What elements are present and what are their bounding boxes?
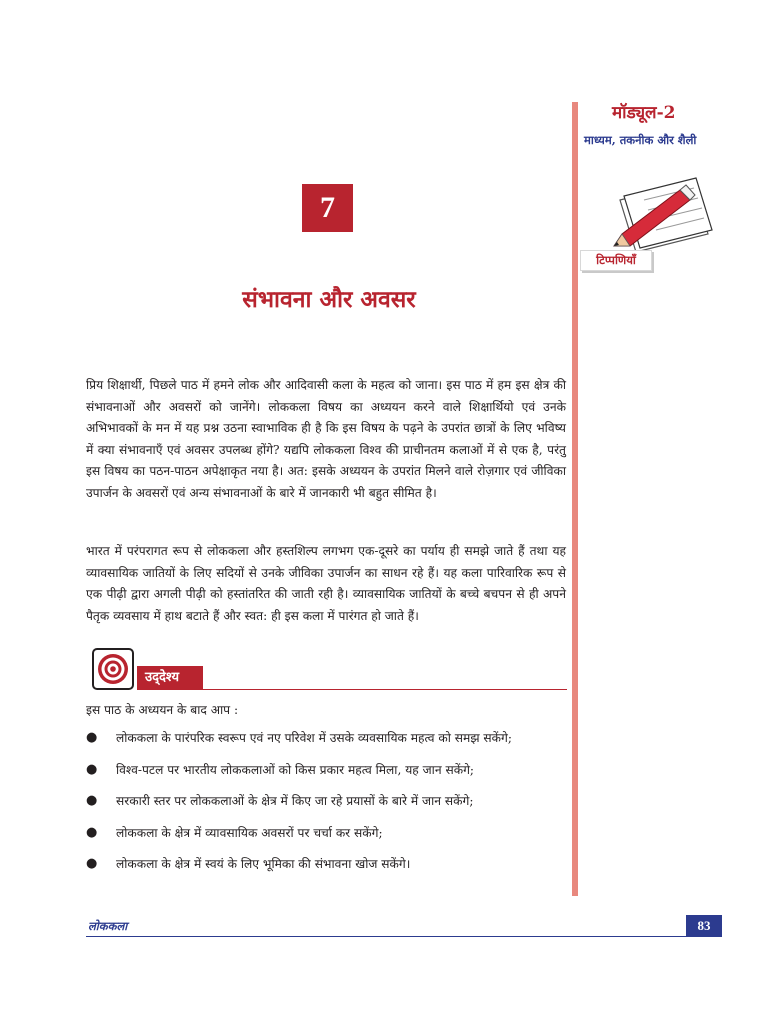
module-subtitle: माध्यम, तकनीक और शैली [584,133,697,147]
list-item [86,791,566,823]
notes-label: टिप्पणियाँ [580,250,652,271]
objective-text: विश्व-पटल पर भारतीय लोककलाओं को किस प्रकार महत्व मिला, यह जान सकेंगे; [116,762,475,777]
objective-text: सरकारी स्तर पर लोककलाओं के क्षेत्र में किए जा रहे प्रयासों के बारे में जान सकेंगे; [116,794,474,808]
target-icon [92,648,134,690]
history-paragraph: भारत में परंपरागत रूप से लोककला और हस्तशिल्प लगभग एक-दूसरे का पर्याय ही समझे जाते हैं तथा यह व्यावसायिक जातियों के लिए सदियों से उनके जीविका उपार्जन का साधन रहे हैं। यह कला पारिवारिक रूप से एक पीढ़ी द्वारा अगली पीढ़ी को हस्तांतरित की जाती रही है। व्यावसायिक जातियों के बच्चे बचपन से ही अपने पैतृक व्यवसाय में हाथ बटाते हैं और स्वत: ही इस कला में पारंगत हो जाते हैं। [86,544,566,623]
objectives-divider [137,689,567,690]
list-item [86,760,566,792]
objective-text: लोककला के क्षेत्र में व्यावसायिक अवसरों पर चर्चा कर सकेंगे; [116,825,383,840]
list-item [86,854,566,886]
bullet-icon: ● [86,824,98,840]
bullet-icon: ● [86,793,98,808]
bullet-icon: ● [86,761,98,777]
module-title: मॉड्यूल-2 [612,103,676,123]
margin-rule [572,102,578,896]
objectives-heading: उद्‌देश्य [137,666,203,690]
page-number: 83 [686,915,722,937]
intro-paragraph: प्रिय शिक्षार्थी, पिछले पाठ में हमने लोक और आदिवासी कला के महत्व को जाना। इस पाठ में हम इस क्षेत्र की संभावनाओं और अवसरों को जानेंगे। लोककला विषय का अध्ययन करने वाले शिक्षार्थियो एवं उनके अभिभावकों के मन में यह प्रश्न उठना स्वाभाविक ही है कि इस विषय के पढ़ने के उपरांत छात्रों के लिए भविष्य में क्या संभावनाएँ एवं अवसर उपलब्ध होंगे? यद्यपि लोककला विश्व की प्राचीनतम कलाओं में से एक है, परंतु इस विषय का पठन-पाठन अपेक्षाकृत नया है। अत: इसके अध्ययन के उपरांत मिलने वाले रोज़गार एवं जीविका उपार्जन के अवसरों एवं अन्य संभावनाओं के बारे में जानकारी भी बहुत सीमित है। [86,378,566,500]
chapter-title: संभावना और अवसर [242,286,416,313]
bullet-icon: ● [86,856,98,871]
footer-rule [86,936,722,937]
list-item [86,728,566,760]
list-item [86,823,566,855]
bullet-icon: ● [86,730,98,745]
objectives-intro: इस पाठ के अध्ययन के बाद आप : [86,703,239,717]
chapter-number: 7 [302,184,353,232]
objective-text: लोककला के क्षेत्र में स्वयं के लिए भूमिका की संभावना खोज सकेंगे। [116,857,411,871]
objectives-list [86,728,566,886]
footer-subject: लोककला [88,919,128,933]
objective-text: लोककला के पारंपरिक स्वरूप एवं नए परिवेश में उसके व्यवसायिक महत्व को समझ सकेंगे; [116,731,512,745]
pencil-paper-icon [600,172,716,256]
